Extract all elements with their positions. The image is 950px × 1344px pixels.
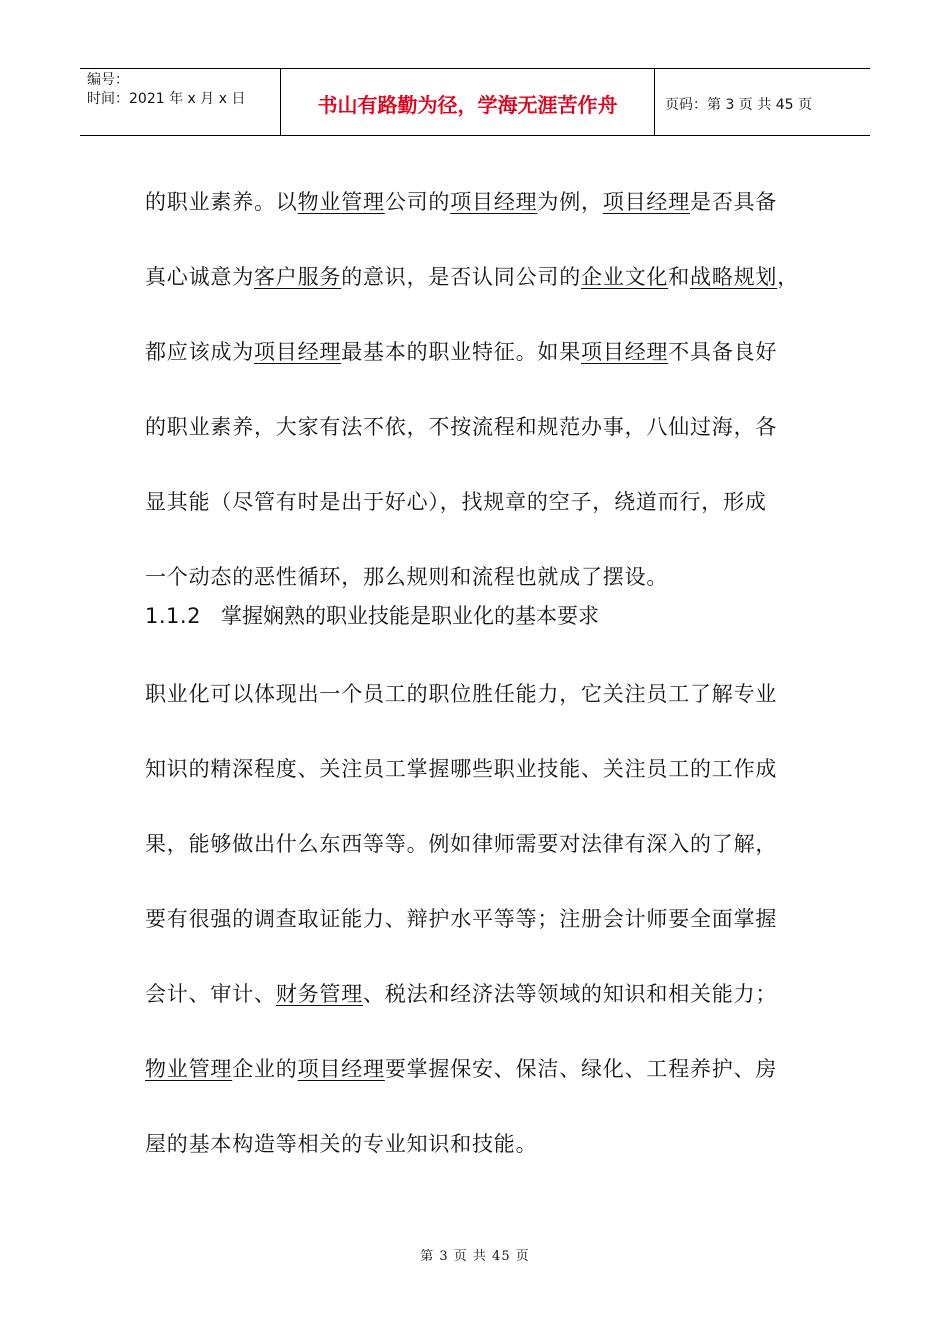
document-date: 时间：2021 年 x 月 x 日 (87, 91, 246, 107)
text-line (145, 315, 805, 390)
underlined-term-link[interactable]: 物业管理 (145, 1057, 233, 1081)
header-meta-cell (80, 69, 281, 135)
page-footer: 第 3 页 共 45 页 (420, 1249, 530, 1264)
underlined-term-link[interactable]: 项目经理 (297, 1057, 385, 1081)
text-segment: 为例， (537, 190, 603, 214)
text-segment: 是否具备 (690, 190, 778, 214)
text-segment: ， (777, 265, 800, 289)
underlined-term-link[interactable]: 项目经理 (581, 340, 669, 364)
underlined-term-link[interactable]: 客户服务 (254, 265, 342, 289)
text-segment: 的职业素养，大家有法不依，不按流程和规范办事，八仙过海，各 (145, 415, 778, 439)
underlined-term-link[interactable]: 物业管理 (297, 190, 385, 214)
text-segment: 果，能够做出什么东西等等。例如律师需要对法律有深入的了解， (145, 832, 778, 856)
document-number-label: 编号： (87, 72, 129, 88)
text-line (145, 240, 805, 315)
text-segment: 显其能（尽管有时是出于好心），找规章的空子，绕道而行，形成 (145, 490, 767, 514)
text-line (145, 165, 805, 240)
text-segment: 和 (668, 265, 691, 289)
text-segment: 要有很强的调查取证能力、辩护水平等等；注册会计师要全面掌握 (145, 907, 778, 931)
header-page-info: 页码：第 3 页 共 45 页 (665, 96, 812, 113)
text-segment: 公司的 (384, 190, 451, 214)
page-header (80, 68, 870, 136)
text-segment: 职业化可以体现出一个员工的职位胜任能力，它关注员工了解专业 (145, 682, 778, 706)
text-segment: 屋的基本构造等相关的专业知识和技能。 (145, 1132, 538, 1156)
text-segment: 的职业素养。以 (145, 190, 298, 214)
underlined-term-link[interactable]: 企业文化 (581, 265, 669, 289)
text-segment: 要掌握保安、保洁、绿化、工程养护、房 (384, 1057, 778, 1081)
text-line (145, 807, 805, 882)
text-line (145, 657, 805, 732)
text-segment: 都应该成为 (145, 340, 254, 364)
section-heading (145, 600, 599, 630)
section-title: 掌握娴熟的职业技能是职业化的基本要求 (221, 604, 599, 628)
text-line (145, 390, 805, 465)
underlined-term-link[interactable]: 项目经理 (450, 190, 538, 214)
text-segment: 知识的精深程度、关注员工掌握哪些职业技能、关注员工的工作成 (145, 757, 778, 781)
text-segment: 、税法和经济法等领域的知识和相关能力； (363, 982, 778, 1006)
text-line (145, 1032, 805, 1107)
underlined-term-link[interactable]: 战略规划 (690, 265, 778, 289)
text-line (145, 1107, 805, 1182)
underlined-term-link[interactable]: 项目经理 (254, 340, 342, 364)
text-segment: 企业的 (232, 1057, 298, 1081)
paragraph-professional-quality (145, 165, 805, 615)
text-segment: 不具备良好 (668, 340, 778, 364)
text-segment: 的意识，是否认同公司的 (341, 265, 582, 289)
paragraph-professional-skills (145, 657, 805, 1182)
text-line (145, 882, 805, 957)
text-line (145, 957, 805, 1032)
section-number: 1.1.2 (145, 604, 201, 628)
text-line (145, 465, 805, 540)
text-segment: 最基本的职业特征。如果 (341, 340, 582, 364)
text-segment: 会计、审计、 (145, 982, 276, 1006)
underlined-term-link[interactable]: 项目经理 (602, 190, 691, 214)
text-segment: 真心诚意为 (145, 265, 254, 289)
text-segment: 一个动态的恶性循环，那么规则和流程也就成了摆设。 (145, 565, 669, 589)
header-motto: 书山有路勤为径，学海无涯苦作舟 (281, 69, 655, 135)
underlined-term-link[interactable]: 财务管理 (275, 982, 364, 1006)
text-line (145, 732, 805, 807)
